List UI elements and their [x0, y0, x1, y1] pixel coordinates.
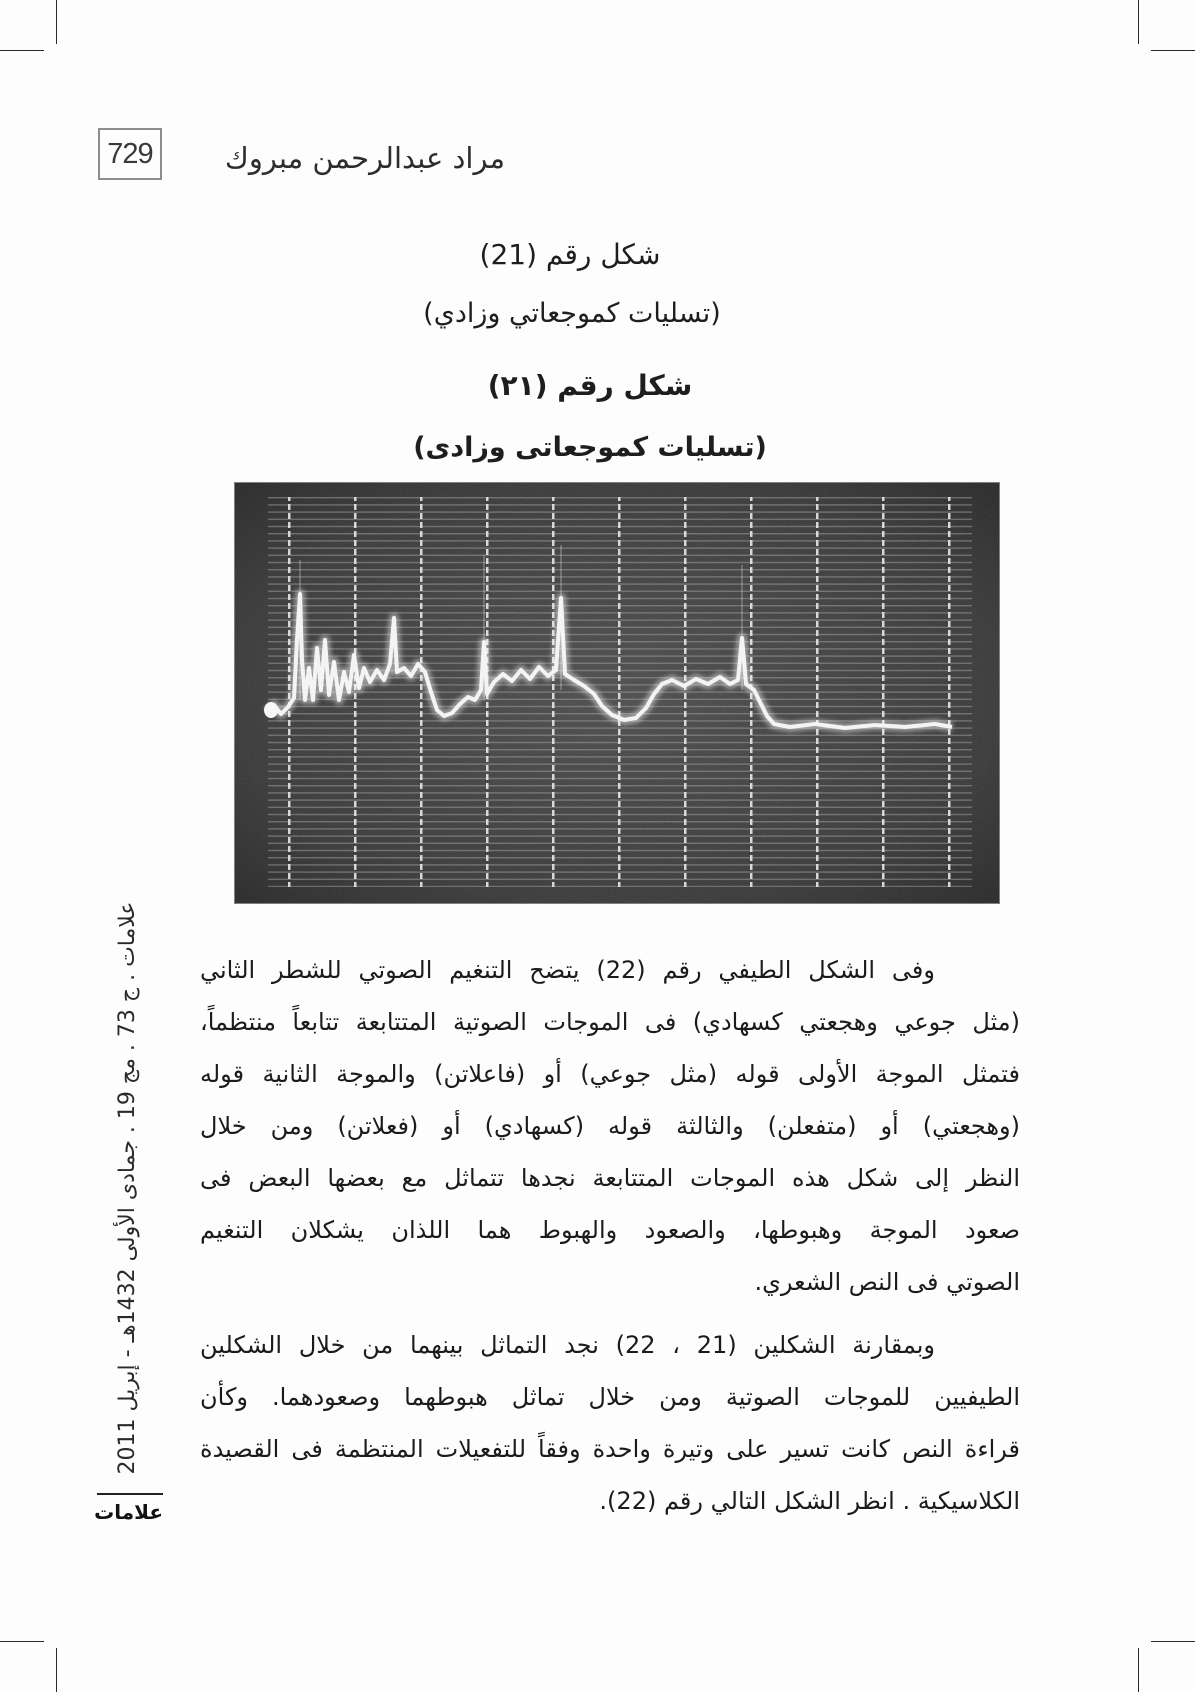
figure-caption-title: (تسليات كموجعاتي وزادي) — [423, 298, 721, 329]
crop-mark-bottom-left-horizontal — [0, 1641, 44, 1642]
scope-vertical-grid — [287, 497, 953, 887]
text-line: صعود الموجة وهبوطها، والصعود والهبوط هما اللذان يشكلان التنغيم — [200, 1216, 1020, 1244]
text-line: الصوتي فى النص الشعري. — [754, 1268, 1020, 1296]
figure-image-caption-number: شكل رقم (٢١) — [487, 369, 693, 402]
crop-mark-bottom-left-vertical — [56, 1648, 57, 1692]
text-line: (مثل جوعي وهجعتي كسهادي) فى الموجات الصوتية المتتابعة تتابعاً منتظماً، — [200, 1008, 1020, 1036]
text-line: النظر إلى شكل هذه الموجات المتتابعة نجدها تتماثل مع بعضها البعض فى — [200, 1164, 1020, 1192]
figure-caption-number: شكل رقم (21) — [479, 238, 661, 271]
crop-mark-bottom-right-horizontal — [1151, 1641, 1195, 1642]
text-line: قراءة النص كانت تسير على وتيرة واحدة وفقاً للتفعيلات المنتظمة فى القصيدة — [200, 1435, 1020, 1463]
text-line: فتمثل الموجة الأولى قوله (مثل جوعي) أو (فاعلاتن) والموجة الثانية قوله — [200, 1060, 1020, 1088]
paragraph — [200, 944, 1020, 1308]
spectrogram-figure — [234, 482, 1000, 904]
figure-image-caption-title: (تسليات كموجعاتى وزادى) — [413, 432, 767, 463]
running-header-author: مراد عبدالرحمن مبروك — [224, 141, 505, 175]
text-line: الكلاسيكية . انظر الشكل التالي رقم (22). — [599, 1487, 1020, 1515]
text-line: الطيفيين للموجات الصوتية ومن خلال تماثل هبوطهما وصعودهما. وكأن — [200, 1383, 1020, 1411]
crop-mark-top-left-vertical — [56, 0, 57, 44]
crop-mark-top-left-horizontal — [0, 50, 44, 51]
crop-mark-bottom-right-vertical — [1138, 1648, 1139, 1692]
paragraph — [200, 1319, 1020, 1527]
page-number: 729 — [98, 128, 162, 180]
body-text — [200, 944, 1020, 1527]
crop-mark-top-right-horizontal — [1151, 50, 1195, 51]
text-line: وبمقارنة الشكلين (21 ، 22) نجد التماثل بينهما من خلال الشكلين — [200, 1331, 935, 1359]
journal-logo: علامات — [97, 1493, 163, 1531]
crop-mark-top-right-vertical — [1138, 0, 1139, 44]
journal-info-vertical: علامات . ج 73 . مج 19 . جمادى الأولى 1432هـ - إبريل 2011 — [115, 901, 140, 1475]
text-line: (وهجعتي) أو (متفعلن) والثالثة قوله (كسهادي) أو (فعلاتن) ومن خلال — [200, 1112, 1020, 1140]
text-line: وفى الشكل الطيفي رقم (22) يتضح التنغيم الصوتي للشطر الثاني — [200, 956, 935, 984]
waveform-start-dot — [264, 702, 278, 718]
